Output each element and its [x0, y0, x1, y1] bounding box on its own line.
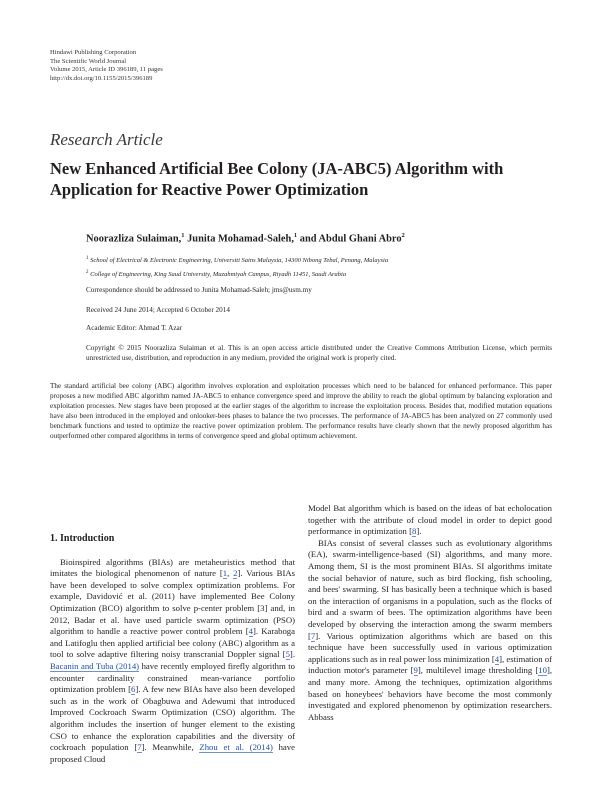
citation-link[interactable]: 9 [413, 665, 418, 676]
citation-link[interactable]: Bacanin and Tuba (2014) [50, 660, 140, 671]
copyright-notice: Copyright © 2015 Noorazliza Sulaiman et al. This is an open access article distributed under the Creative Commons Attribution License, which permits unrestricted use, distribution, and reproduction in any medium, provided the original work is properly cited. [86, 344, 552, 363]
affiliation-line [86, 253, 388, 267]
volume-line: Volume 2015, Article ID 396189, 11 pages [50, 66, 163, 74]
citation-link[interactable]: Zhou et al. (2014) [199, 742, 273, 753]
intro-paragraph-continued: Model Bat algorithm which is based on the ideas of bat echolocation together with the attribute of cloud model in order to depict good performance in optimization [8]. [308, 503, 552, 537]
affiliation-line [86, 267, 388, 281]
affiliation-number: 2 [86, 270, 89, 276]
article-type: Research Article [50, 130, 163, 149]
affiliation-text: College of Engineering, King Saud University, Muzahmiyah Campus, Riyadh 11451, Saudi Arabia [90, 271, 347, 279]
affiliation-text: School of Electrical & Electronic Engineering, Universiti Sains Malaysia, 14300 Nibong Tebal, Penang, Malaysia [90, 257, 389, 265]
citation-link[interactable]: 8 [411, 526, 417, 537]
citation-link[interactable]: 6 [131, 684, 136, 695]
citation-link[interactable]: 10 [538, 665, 547, 676]
citation-link[interactable]: 7 [310, 630, 316, 641]
doi-link[interactable]: http://dx.doi.org/10.1155/2015/396189 [50, 74, 153, 82]
publisher-line: Hindawi Publishing Corporation [50, 49, 137, 56]
citation-link[interactable]: 2 [233, 568, 238, 579]
academic-editor: Academic Editor: Ahmad T. Azar [86, 324, 183, 332]
author-affiliation-mark: 1 [181, 232, 185, 239]
citation-link[interactable]: 4 [248, 626, 253, 637]
citation-link[interactable]: 7 [137, 742, 142, 753]
intro-paragraph: BIAs consist of several classes such as evolutionary algorithms (EA), swarm-intelligence-based (SI) algorithms, and many more. Among them, SI is the most prominent BIAs. SI algorithms imitate the social behavior of nature, such as bird flocking, fish schooling, and bees' swarming. SI has basically been a technique which is based on the interaction of organisms in a population, such as the flocks of bird and a swarm of bees. The optimization algorithms have been developed by observing the interaction among the swarm members [7]. Various optimization algorithms which are based on this technique have been successfully used in various optimization applications such as in real power loss minimization [4], estimation of induction motor's parameter [9], multilevel image thresholding [10], and many more. Among the techniques, optimization algorithms based on honeybees' behaviors have become the most commonly investigated and explored phenomenon by optimization researchers. Abbass [308, 537, 553, 722]
left-column [50, 533, 295, 765]
citation-link[interactable]: 4 [494, 653, 500, 664]
journal-masthead [50, 49, 163, 83]
citation-link[interactable]: 5 [285, 649, 290, 660]
abstract: The standard artificial bee colony (ABC) algorithm involves exploration and exploitation processes which need to be balanced for enhanced performance. This paper proposes a new modified ABC algorithm named JA-ABC5 to enhance convergence speed and improve the ability to reach the global optimum by balancing exploration and exploitation processes. New stages have been proposed at the earlier stages of the algorithm to increase the exploitation process. Besides that, modified mutation equations have also been introduced in the employed and onlooker-bees phases to balance the two processes. The performance of JA-ABC5 has been analyzed on 27 commonly used benchmark functions and tested to optimize the reactive power optimization problem. The performance results have clearly shown that the newly proposed algorithm has outperformed other compared algorithms in terms of convergence speed and global optimum achievement. [50, 382, 552, 441]
citation-link[interactable]: 1 [222, 568, 228, 579]
affiliations [86, 253, 388, 281]
journal-name: The Scientific World Journal [50, 57, 127, 65]
author-name: and Abdul Ghani Abro [299, 233, 402, 245]
received-dates: Received 24 June 2014; Accepted 6 October 2014 [86, 306, 230, 314]
author-name: Junita Mohamad-Saleh, [187, 233, 294, 245]
author-list [86, 232, 405, 244]
section-heading: 1. Introduction [50, 533, 115, 544]
correspondence: Correspondence should be addressed to Junita Mohamad-Saleh; jms@usm.my [86, 286, 312, 294]
paper-title: New Enhanced Artificial Bee Colony (JA-ABC5) Algorithm with Application for Reactive Power Optimization [50, 159, 504, 199]
author-affiliation-mark: 2 [401, 232, 405, 239]
author-affiliation-mark: 1 [293, 232, 298, 239]
author-name: Noorazliza Sulaiman, [86, 233, 182, 245]
right-column [308, 503, 552, 723]
intro-paragraph: Bioinspired algorithms (BIAs) are metaheuristics method that imitates the biological phenomenon of nature [1, 2]. Various BIAs have been developed to solve complex optimization problems. For example, Davidović et al. (2011) have implemented Bee Colony Optimization (BCO) algorithm to solve p-center problem [3] and, in 2012, Badar et al. have used particle swarm optimization (PSO) algorithm to handle a reactive power control problem [4]. Karaboga and Latifoglu then applied artificial bee colony (ABC) algorithm as a tool to solve adaptive filtering noisy transcranial Doppler signal [5]. Bacanin and Tuba (2014) have recently employed firefly algorithm to encounter cardinality constrained mean-variance portfolio optimization problem [6]. A few new BIAs have also been developed such as in the work of Obagbuwa and Adewumi that introduced Improved Cockroach Swarm Optimization (CSO) algorithm. The algorithm includes the insertion of hunger element to the existing CSO to enhance the exploration capabilities and the diversity of cockroach population [7]. Meanwhile, Zhou et al. (2014) have proposed Cloud [50, 556, 296, 764]
affiliation-number: 1 [86, 256, 89, 261]
